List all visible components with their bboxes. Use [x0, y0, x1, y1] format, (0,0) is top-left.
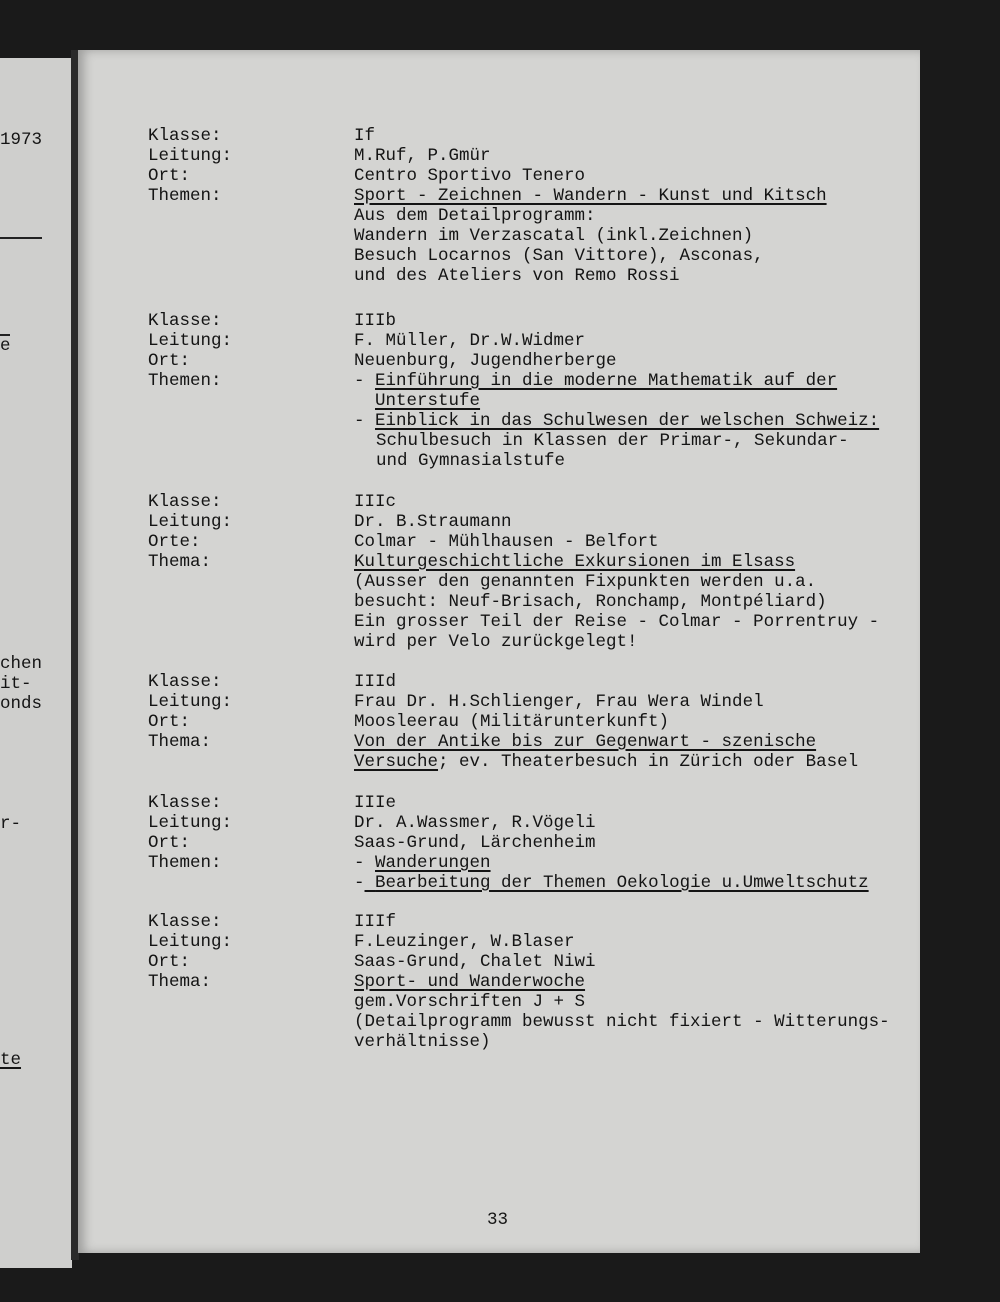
detail-line: Aus dem Detailprogramm: — [354, 206, 596, 226]
detail-line: verhältnisse) — [354, 1032, 491, 1052]
thema-value: Von der Antike bis zur Gegenwart - szenische — [354, 732, 817, 752]
thema-value: Bearbeitung der Themen Oekologie u.Umweltschutz — [375, 873, 869, 893]
label-leitung: Leitung: — [148, 331, 233, 351]
detail-line: wird per Velo zurückgelegt! — [354, 632, 638, 652]
label-themen: Themen: — [148, 371, 222, 391]
leitung-value: M.Ruf, P.Gmür — [354, 146, 491, 166]
thema-line — [354, 752, 858, 772]
label-leitung: Leitung: — [148, 146, 233, 166]
label-leitung: Leitung: — [148, 813, 233, 833]
thema-value: Unterstufe — [375, 391, 481, 411]
klasse-value: IIIf — [354, 912, 397, 932]
label-thema: Thema: — [148, 732, 212, 752]
leitung-value: F. Müller, Dr.W.Widmer — [354, 331, 586, 351]
leitung-value: F.Leuzinger, W.Blaser — [354, 932, 575, 952]
label-leitung: Leitung: — [148, 512, 233, 532]
label-leitung: Leitung: — [148, 932, 233, 952]
label-ort: Ort: — [148, 712, 191, 732]
detail-line: gem.Vorschriften J + S — [354, 992, 586, 1012]
label-thema: Thema: — [148, 552, 212, 572]
leitung-value: Dr. A.Wassmer, R.Vögeli — [354, 813, 596, 833]
bullet-line — [354, 391, 480, 411]
leitung-value: Dr. B.Straumann — [354, 512, 512, 532]
detail-line: Wandern im Verzascatal (inkl.Zeichnen) — [354, 226, 754, 246]
detail-line: (Detailprogramm bewusst nicht fixiert - Witterungs- — [354, 1012, 890, 1032]
klasse-value: IIId — [354, 672, 397, 692]
left-page-year: 1973 — [0, 130, 43, 150]
left-page-frag: r- — [0, 814, 22, 834]
leitung-value: Frau Dr. H.Schlienger, Frau Wera Windel — [354, 692, 764, 712]
thema-value: Sport - Zeichnen - Wandern - Kunst und Kitsch — [354, 186, 827, 206]
thema-value: Versuche — [354, 752, 439, 772]
label-leitung: Leitung: — [148, 692, 233, 712]
thema-value: Kulturgeschichtliche Exkursionen im Elsass — [354, 552, 796, 572]
label-orte: Orte: — [148, 532, 201, 552]
label-klasse: Klasse: — [148, 912, 222, 932]
label-ort: Ort: — [148, 952, 191, 972]
detail-line: und des Ateliers von Remo Rossi — [354, 266, 680, 286]
bullet-line: - Einblick in das Schulwesen der welschen Schweiz: — [354, 411, 880, 431]
klasse-value: If — [354, 126, 376, 146]
detail-line: (Ausser den genannten Fixpunkten werden u.a. — [354, 572, 817, 592]
ort-value: Saas-Grund, Lärchenheim — [354, 833, 596, 853]
label-themen: Themen: — [148, 186, 222, 206]
left-page-rule — [0, 237, 42, 239]
detail-line: Besuch Locarnos (San Vittore), Asconas, — [354, 246, 764, 266]
thema-rest: ; ev. Theaterbesuch in Zürich oder Basel — [438, 752, 859, 772]
left-page-frag: e — [0, 336, 11, 356]
thema-value: Sport- und Wanderwoche — [354, 972, 586, 992]
left-page-frag: it- — [0, 674, 32, 694]
label-klasse: Klasse: — [148, 492, 222, 512]
klasse-value: IIIc — [354, 492, 397, 512]
klasse-value: IIIe — [354, 793, 397, 813]
label-ort: Ort: — [148, 166, 191, 186]
ort-value: Neuenburg, Jugendherberge — [354, 351, 617, 371]
bullet-line: - Wanderungen — [354, 853, 491, 873]
thema-value: Einführung in die moderne Mathematik auf der — [375, 371, 838, 391]
ort-value: Centro Sportivo Tenero — [354, 166, 586, 186]
left-page-frag: te — [0, 1050, 22, 1070]
detail-line: und Gymnasialstufe — [376, 451, 566, 471]
ort-value: Moosleerau (Militärunterkunft) — [354, 712, 670, 732]
left-page-edge — [0, 58, 72, 1268]
label-ort: Ort: — [148, 351, 191, 371]
label-ort: Ort: — [148, 833, 191, 853]
label-klasse: Klasse: — [148, 793, 222, 813]
label-klasse: Klasse: — [148, 672, 222, 692]
ort-value: Colmar - Mühlhausen - Belfort — [354, 532, 659, 552]
detail-line: besucht: Neuf-Brisach, Ronchamp, Montpéliard) — [354, 592, 827, 612]
left-page-frag: onds — [0, 694, 43, 714]
label-klasse: Klasse: — [148, 311, 222, 331]
label-thema: Thema: — [148, 972, 212, 992]
thema-value: Wanderungen — [375, 853, 491, 873]
bullet-line: - Einführung in die moderne Mathematik auf der — [354, 371, 838, 391]
label-themen: Themen: — [148, 853, 222, 873]
detail-line: Schulbesuch in Klassen der Primar-, Sekundar- — [376, 431, 849, 451]
label-klasse: Klasse: — [148, 126, 222, 146]
page-number: 33 — [487, 1210, 509, 1230]
klasse-value: IIIb — [354, 311, 397, 331]
thema-value: Einblick in das Schulwesen der welschen Schweiz: — [375, 411, 880, 431]
ort-value: Saas-Grund, Chalet Niwi — [354, 952, 596, 972]
left-page-frag: chen — [0, 654, 43, 674]
detail-line: Ein grosser Teil der Reise - Colmar - Porrentruy - — [354, 612, 880, 632]
bullet-line: - Bearbeitung der Themen Oekologie u.Umweltschutz — [354, 873, 869, 893]
